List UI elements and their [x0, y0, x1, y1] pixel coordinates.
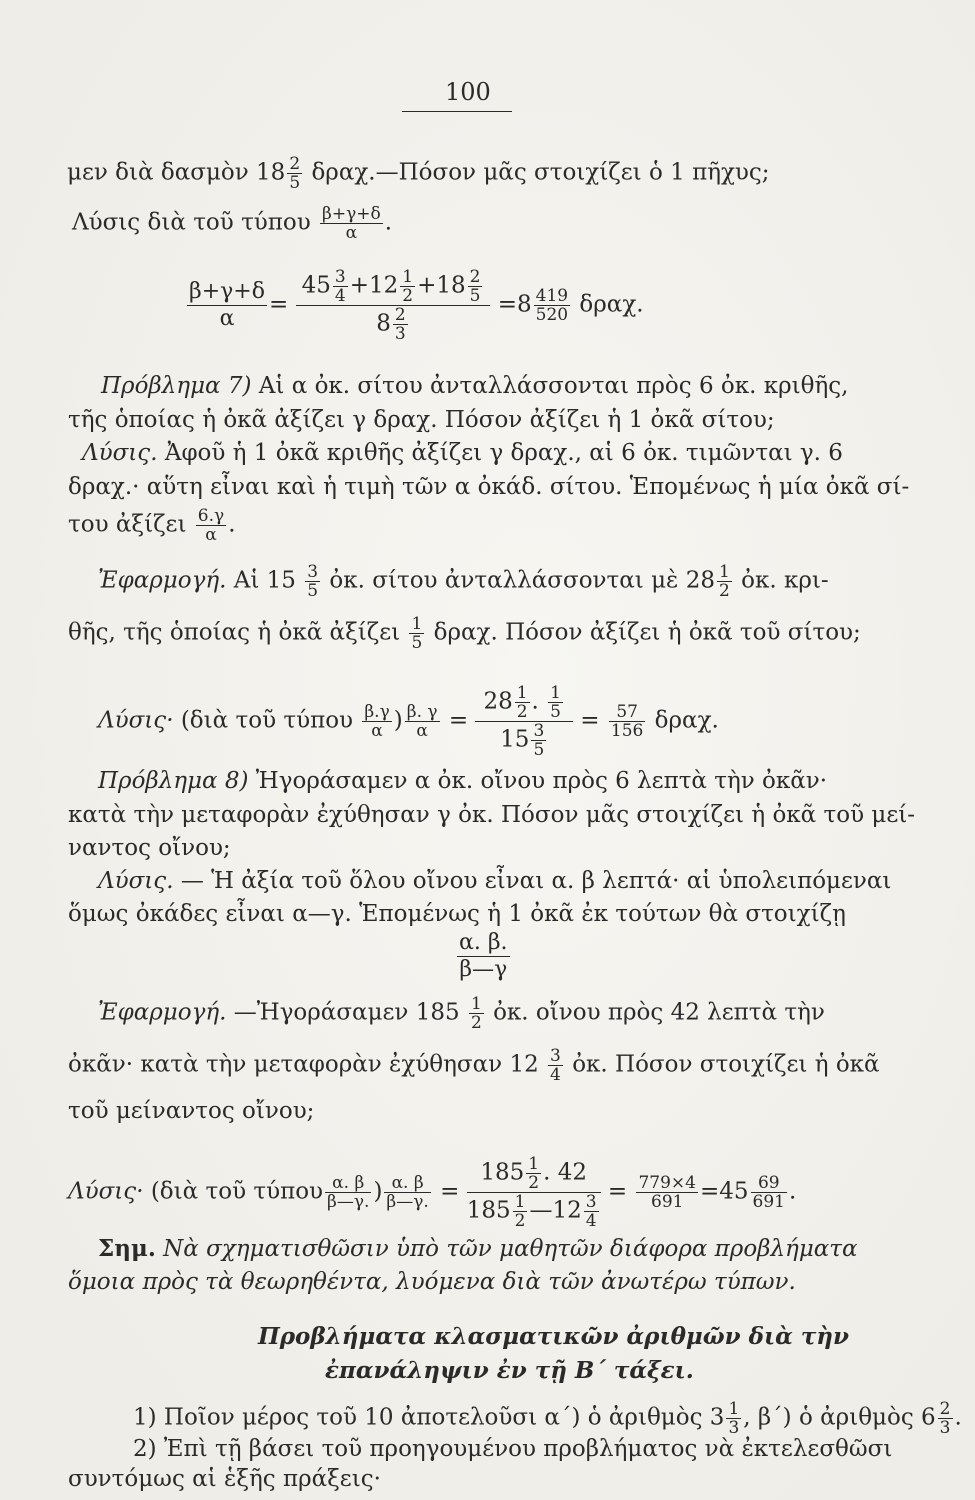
question-2-line1: 2) Ἐπὶ τῇ βάσει τοῦ προηγουμένου προβλήματος νὰ ἐκτελεσθῶσι — [133, 1436, 893, 1462]
num-a: 45 — [301, 272, 331, 299]
solution-label: Λύσις· — [68, 1178, 144, 1205]
num-int: 28 — [483, 688, 513, 715]
section-heading-line1: Προβλήματα κλασματικῶν ἀριθμῶν διὰ τὴν — [258, 1323, 849, 1350]
fraction — [938, 1400, 953, 1437]
application-label: Ἐφαρμογή. — [98, 999, 227, 1026]
den-int: 15 — [500, 726, 530, 753]
result-int: =8 — [497, 291, 532, 318]
fraction — [469, 995, 484, 1032]
frac-den: 5 — [469, 286, 481, 306]
frac-num: α. β — [384, 1174, 430, 1193]
formula-fraction — [320, 205, 383, 242]
problem7-line2: τῆς ὁποίας ἡ ὀκᾶ ἀξίζει γ δραχ. Πόσον ἀξίζει ἡ 1 ὀκᾶ σίτου; — [68, 407, 775, 433]
fraction — [548, 684, 563, 721]
text-line-1 — [67, 155, 770, 192]
solution1: Λύσις· (διὰ τοῦ τύπου $\frac{\beta.\gamma}{\alpha}$ ) $\frac{\beta. \gamma}{\alpha}$ = 28 $\frac{1}{2}$ . $\frac{1}{5}$ 15 $\frac{3}{5}$ = $\frac{57}{156}$ δραχ. — [98, 683, 719, 760]
frac-den: 3 — [728, 1418, 740, 1438]
application2-line2 — [68, 1047, 880, 1084]
line2-text: Λύσις διὰ τοῦ τύπου — [72, 209, 311, 236]
numerator — [467, 1155, 601, 1193]
result-fraction — [636, 1174, 698, 1211]
frac-den: α — [219, 306, 235, 331]
fraction — [548, 1047, 563, 1084]
num-tail: . 42 — [543, 1159, 587, 1186]
fraction — [325, 1174, 371, 1211]
fraction — [405, 703, 440, 740]
fraction — [526, 1155, 541, 1192]
fraction — [362, 703, 391, 740]
num-b: +12 — [349, 272, 399, 299]
text: (διὰ τοῦ τύπου — [150, 1178, 324, 1205]
solution-text: — Ἡ ἀξία τοῦ ὅλου οἴνου εἶναι α. β λεπτά· αἱ ὑπολειπόμεναι — [180, 868, 892, 894]
solution1-main-fraction — [475, 684, 573, 759]
frac-den: 5 — [550, 702, 561, 722]
frac-num: 1 — [516, 683, 528, 703]
section-heading-line2: ἐπανάληψιν ἐν τῇ Β΄ τάξει. — [325, 1357, 694, 1384]
frac-num: 69 — [751, 1174, 787, 1193]
frac-num: 1 — [411, 614, 423, 634]
frac-den: α — [416, 721, 428, 741]
formula-1: $\frac{\beta+\gamma+\delta}{\alpha}$ = 45 $\frac{3}{4}$ +12 $\frac{1}{2}$ +18 $\frac{2}{5}$ 8 $\frac{2}{3}$ =8 $\frac{419}{520}$ δραχ. — [189, 267, 644, 344]
text: ὀκᾶν· κατὰ τὴν μεταφορὰν ἐχύθησαν 12 — [68, 1051, 539, 1078]
frac-num: 2 — [939, 1399, 951, 1419]
frac-num: β. γ — [406, 702, 438, 722]
formula1-left — [187, 279, 267, 332]
text: θῆς, τῆς ὁποίας ἡ ὀκᾶ ἀξίζει — [68, 619, 401, 646]
fraction — [468, 268, 483, 305]
problem8-line1 — [98, 767, 827, 795]
frac-den: 2 — [470, 1013, 482, 1033]
frac-num: 1 — [718, 562, 730, 582]
note-label: Σημ. — [98, 1235, 156, 1262]
fraction — [409, 615, 424, 652]
frac-num: 3 — [334, 267, 346, 287]
fraction — [196, 507, 226, 544]
question-2-line2: συντόμως αἱ ἑξῆς πράξεις· — [68, 1466, 381, 1492]
fraction — [333, 268, 348, 305]
frac-den: 2 — [528, 1173, 540, 1193]
denominator — [475, 722, 573, 759]
text: ὀκ. Πόσον στοιχίζει ἡ ὀκᾶ — [572, 1051, 880, 1078]
frac-num: 1 — [728, 1399, 740, 1419]
frac-num: α. β — [325, 1174, 371, 1193]
frac-num: 1 — [470, 994, 482, 1014]
frac-num: 57 — [609, 703, 645, 722]
frac-den: α — [371, 721, 383, 741]
problem7-label: Πρόβλημα 7) — [101, 373, 252, 399]
text: ὀκ. σίτου ἀνταλλάσσονται μὲ 28 — [329, 567, 715, 594]
problem7-line4: δραχ.· αὕτη εἶναι καὶ ἡ τιμὴ τῶν α ὀκάδ. σίτου. Ἑπομένως ἡ μία ὀκᾶ σί- — [68, 474, 910, 500]
fraction — [531, 722, 546, 759]
frac-num: 779×4 — [638, 1173, 696, 1193]
problem8-label: Πρόβλημα 8) — [98, 768, 249, 794]
result-fraction — [751, 1174, 787, 1211]
problem8-line2: κατὰ τὴν μεταφορὰν ἐχύθησαν γ ὀκ. Πόσον μᾶς στοιχίζει ἡ ὀκᾶ τοῦ μεί- — [68, 802, 916, 828]
result-fraction — [534, 287, 570, 324]
text: ὀκ. οἴνου πρὸς 42 λεπτὰ τὴν — [493, 999, 825, 1026]
problem7-line3 — [82, 439, 843, 467]
frac-num: 3 — [307, 562, 319, 582]
frac-num: 2 — [394, 305, 406, 325]
frac-num: 419 — [535, 286, 569, 306]
frac-den: 520 — [535, 305, 569, 325]
frac-num: α. β. — [459, 930, 508, 955]
frac-den: 4 — [334, 286, 346, 306]
den-int: 8 — [376, 310, 391, 337]
line1-tail: δραχ.—Πόσον μᾶς στοιχίζει ὁ 1 πῆχυς; — [311, 159, 770, 186]
frac-num: β+γ+δ — [322, 204, 381, 224]
application1-line2 — [68, 615, 861, 652]
fraction — [400, 268, 415, 305]
frac-den: 3 — [939, 1418, 951, 1438]
frac-num: 1 — [528, 1154, 540, 1174]
num-c: +18 — [417, 272, 466, 299]
application2-line1 — [98, 995, 825, 1032]
frac-den: 2 — [514, 1211, 526, 1231]
frac-den: β—γ. — [386, 1192, 429, 1212]
num-int: 185 — [480, 1159, 525, 1186]
frac-den: 691 — [752, 1192, 785, 1212]
fraction — [515, 684, 530, 721]
frac-den: β—γ — [459, 957, 508, 982]
problem8-line3: ναντος οἴνου; — [68, 835, 231, 861]
text: (διὰ τοῦ τύπου — [180, 707, 354, 734]
frac-den: 4 — [550, 1065, 561, 1085]
frac-num: 3 — [585, 1192, 597, 1212]
frac-num: 2 — [289, 154, 301, 174]
fraction — [287, 155, 302, 192]
solution-label: Λύσις. — [82, 440, 158, 466]
text-line-2: Λύσις διὰ τοῦ τύπου $\frac{\beta+\gamma+\delta}{\alpha}$ . — [72, 204, 393, 243]
frac-den: 2 — [516, 702, 528, 722]
unit: δραχ. — [654, 707, 719, 734]
frac-den: 691 — [651, 1192, 684, 1212]
frac-den: 4 — [585, 1211, 597, 1231]
frac-num: 6.γ — [197, 506, 225, 526]
solution-label: Λύσις. — [98, 868, 174, 894]
solution2-main-fraction — [467, 1155, 601, 1230]
text: δραχ. Πόσον ἀξίζει ἡ ὀκᾶ τοῦ σίτου; — [433, 619, 861, 646]
fraction — [584, 1193, 599, 1230]
problem7-line1 — [101, 372, 848, 400]
frac-den: 5 — [533, 740, 545, 760]
formula1-numerator — [296, 268, 491, 306]
den-mid: —12 — [529, 1197, 582, 1224]
frac-num: 1 — [402, 267, 414, 287]
frac-den: 3 — [394, 324, 406, 344]
frac-den: 2 — [718, 581, 730, 601]
question-text: 1) Ποῖον μέρος τοῦ 10 ἀποτελοῦσι α΄) ὁ ἀριθμὸς 3 — [133, 1404, 725, 1431]
frac-den: 5 — [411, 633, 423, 653]
fraction — [513, 1193, 528, 1230]
problem8-line5: ὅμως ὀκάδες εἶναι α—γ. Ἑπομένως ἡ 1 ὀκᾶ ἐκ τούτων θὰ στοιχίζῃ — [68, 901, 846, 927]
page-number-rule — [402, 111, 512, 112]
result-int: =45 — [700, 1178, 749, 1205]
frac-den: 5 — [307, 581, 319, 601]
numerator: 28 $\frac{1}{2}$ . $\frac{1}{5}$ — [475, 684, 573, 722]
text: Αἱ 15 — [233, 567, 296, 594]
problem7-line5: του ἀξίζει $\frac{6.\gamma}{\alpha}$ . — [68, 506, 236, 545]
problem7-text: Αἱ α ὀκ. σίτου ἀνταλλάσσονται πρὸς 6 ὀκ. κριθῆς, — [258, 373, 849, 399]
application1-line1 — [98, 563, 829, 600]
unit: δραχ. — [579, 291, 644, 318]
frac-num: β.γ — [364, 702, 390, 722]
frac-num: 1 — [550, 683, 561, 703]
formula1-main-fraction — [296, 268, 491, 343]
frac-den: β—γ. — [327, 1192, 370, 1212]
solution-label: Λύσις· — [98, 707, 174, 734]
text: ὀκ. κρι- — [741, 567, 829, 594]
question-1: 1) Ποῖον μέρος τοῦ 10 ἀποτελοῦσι α΄) ὁ ἀριθμὸς 3 $\frac{1}{3}$ , β΄) ὁ ἀριθμὸς 6 $\frac{2}{3}$ . — [133, 1399, 962, 1438]
fraction — [384, 1174, 430, 1211]
fraction — [305, 563, 320, 600]
formula1-denominator — [296, 306, 491, 343]
den-int: 185 — [466, 1197, 511, 1224]
frac-den: 156 — [610, 721, 644, 741]
frac-den: 5 — [289, 173, 301, 193]
fraction — [717, 563, 732, 600]
frac-num: 3 — [533, 721, 545, 741]
page-number: 100 — [445, 78, 491, 106]
fraction — [457, 930, 510, 983]
frac-den: α — [345, 223, 358, 243]
problem8-text: Ἠγοράσαμεν α ὀκ. οἴνου πρὸς 6 λεπτὰ τὴν ὀκᾶν· — [255, 768, 828, 794]
problem8-line4 — [98, 867, 891, 895]
frac-num: β+γ+δ — [189, 279, 265, 304]
solution2: Λύσις· (διὰ τοῦ τύπου $\frac{\alpha. \beta}{\beta—\gamma.}$ ) $\frac{\alpha. \beta}{\beta—\gamma.}$ = 185 $\frac{1}{2}$ . 42 185 $\frac{1}{2}$ —12 $\frac{3}{4}$ = $\frac{779\times 4}{691}$ =45 $\frac{69}{691}$ . — [68, 1154, 797, 1231]
result-fraction — [609, 703, 645, 740]
denominator — [467, 1193, 601, 1230]
problem8-formula — [455, 930, 512, 983]
application-label: Ἐφαρμογή. — [98, 567, 227, 594]
line1-text: μεν διὰ δασμὸν 18 — [67, 159, 286, 186]
note-text: Νὰ σχηματισθῶσιν ὑπὸ τῶν μαθητῶν διάφορα προβλήματα — [163, 1236, 858, 1262]
frac-num: 2 — [469, 267, 481, 287]
question-text: , β΄) ὁ ἀριθμὸς 6 — [743, 1404, 936, 1431]
frac-num: 3 — [550, 1046, 561, 1066]
frac-num: 1 — [514, 1192, 526, 1212]
application2-line3: τοῦ μείναντος οἴνου; — [68, 1098, 315, 1124]
note-line2: ὅμοια πρὸς τὰ θεωρηθέντα, λυόμενα διὰ τῶν ἀνωτέρω τύπων. — [68, 1269, 796, 1295]
frac-den: 2 — [402, 286, 414, 306]
line-text: του ἀξίζει — [68, 511, 187, 538]
fraction — [393, 306, 408, 343]
solution-text: Ἀφοῦ ἡ 1 ὀκᾶ κριθῆς ἀξίζει γ δραχ., αἱ 6 ὀκ. τιμῶνται γ. 6 — [164, 440, 843, 466]
frac-den: α — [205, 525, 217, 545]
note-line1 — [98, 1235, 858, 1263]
text: —Ἠγοράσαμεν 185 — [233, 999, 460, 1026]
fraction — [726, 1400, 741, 1437]
